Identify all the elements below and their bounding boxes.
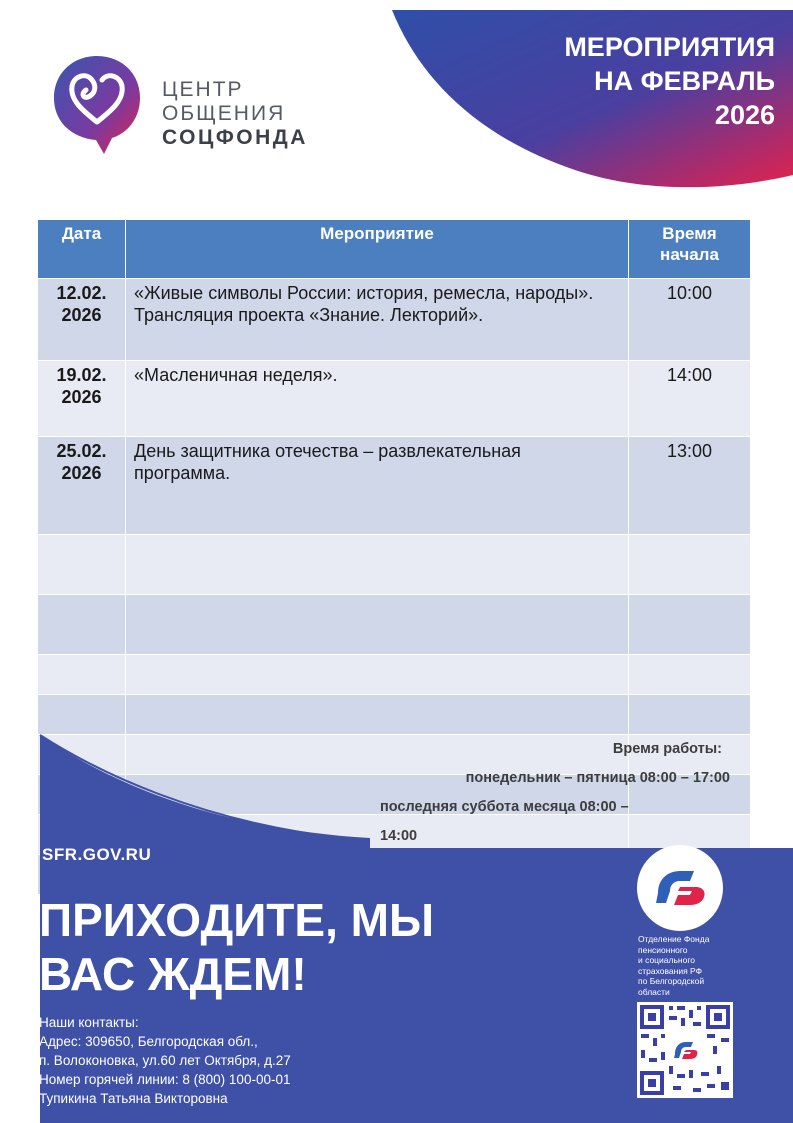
- site-link[interactable]: SFR.GOV.RU: [42, 845, 152, 864]
- slogan: [39, 893, 499, 1001]
- logo-wordmark: [162, 78, 308, 150]
- date-day: 12.02.: [56, 283, 107, 303]
- contacts-hotline: Номер горячей линии: 8 (800) 100-00-01: [39, 1072, 291, 1087]
- event-cell: «Живые символы России: история, ремесла, народы». Трансляция проекта «Знание. Лекторий».: [126, 279, 629, 361]
- work-hours-title: Время работы:: [612, 741, 722, 757]
- event-cell: День защитника отечества – развлекательная программа.: [126, 437, 629, 535]
- title-line: МЕРОПРИЯТИЯ: [564, 32, 775, 62]
- caption-line: и социального: [638, 955, 695, 965]
- date-cell: [38, 437, 126, 535]
- caption-line: Отделение Фонда: [638, 934, 710, 944]
- date-year: 2026: [61, 387, 102, 407]
- qr-code-icon[interactable]: [637, 1002, 733, 1098]
- logo-line: ОБЩЕНИЯ: [162, 102, 286, 125]
- sfr-logo-icon: [637, 845, 723, 931]
- table-row-empty: [38, 595, 751, 655]
- date-year: 2026: [61, 463, 102, 483]
- slogan-line: ВАС ЖДЕМ!: [39, 948, 307, 1000]
- event-cell: «Масленичная неделя».: [126, 361, 629, 437]
- caption-line: пенсионного: [638, 944, 688, 955]
- time-cell: 13:00: [629, 437, 751, 535]
- date-cell: [38, 279, 126, 361]
- heart-chat-logo-icon: [52, 52, 142, 156]
- header-time-line: начала: [660, 245, 719, 264]
- table-header-row: [38, 220, 751, 279]
- slogan-line: ПРИХОДИТЕ, МЫ: [39, 894, 434, 946]
- work-hours-saturday-end: 14:00: [380, 828, 418, 844]
- table-row-empty: [38, 655, 751, 695]
- table-row: [38, 279, 751, 361]
- title-line: НА ФЕВРАЛЬ: [594, 66, 775, 96]
- table-row-empty: [38, 535, 751, 595]
- date-cell: [38, 361, 126, 437]
- caption-line: по Белгородской: [638, 976, 705, 986]
- table-row: [38, 361, 751, 437]
- work-hours-block: [380, 735, 730, 851]
- contacts-title: Наши контакты:: [39, 1015, 139, 1030]
- page-title: [475, 30, 775, 132]
- column-header-event: Мероприятие: [126, 220, 629, 279]
- time-cell: 14:00: [629, 361, 751, 437]
- logo-line: ЦЕНТР: [162, 78, 244, 101]
- column-header-time: [629, 220, 751, 279]
- column-header-date: Дата: [38, 220, 126, 279]
- date-day: 19.02.: [56, 365, 107, 385]
- contacts-address: п. Волоконовка, ул.60 лет Октября, д.27: [39, 1053, 291, 1068]
- title-line: 2026: [714, 100, 775, 130]
- date-year: 2026: [61, 305, 102, 325]
- caption-line: области: [638, 986, 670, 997]
- table-row: [38, 437, 751, 535]
- header-time-line: Время: [662, 224, 717, 243]
- caption-line: страхования РФ: [638, 965, 703, 976]
- contacts-person: Тупикина Татьяна Викторовна: [39, 1091, 228, 1106]
- work-hours-weekdays: понедельник – пятница 08:00 – 17:00: [465, 770, 730, 786]
- sfr-caption: [638, 934, 738, 997]
- work-hours-saturday: последняя суббота месяца 08:00 –: [380, 799, 629, 815]
- logo-line: СОЦФОНДА: [162, 126, 308, 149]
- contacts-block: [39, 1013, 459, 1108]
- time-cell: 10:00: [629, 279, 751, 361]
- date-day: 25.02.: [56, 441, 107, 461]
- contacts-address: Адрес: 309650, Белгородская обл.,: [39, 1034, 258, 1049]
